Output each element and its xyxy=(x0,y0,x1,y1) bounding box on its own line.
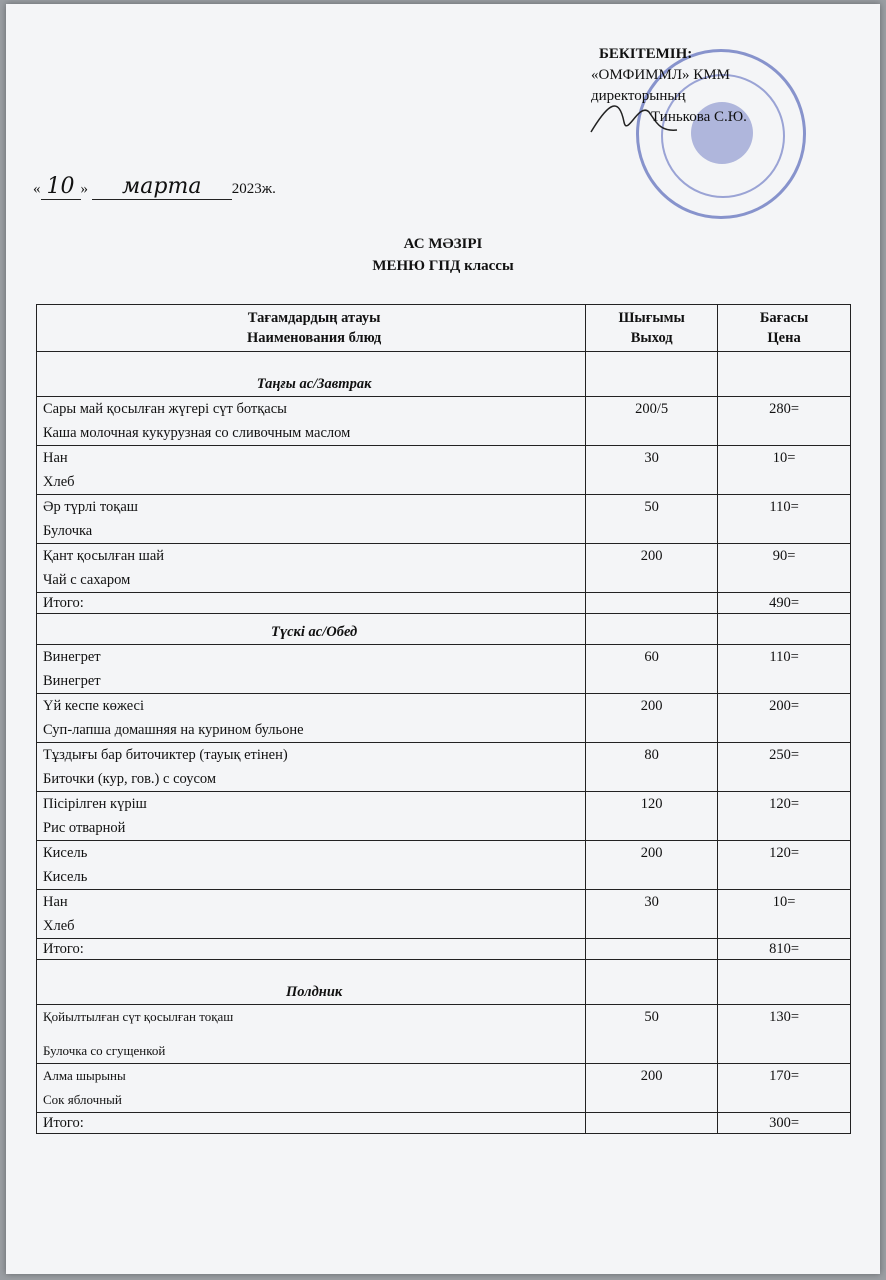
section-row xyxy=(37,960,851,1005)
dish-name-kz: Винегрет xyxy=(43,649,101,665)
section-title: Таңғы ас/Завтрак xyxy=(37,352,586,397)
table-row xyxy=(37,544,851,593)
date-open-quote: « xyxy=(33,181,41,197)
header-yield-kz: Шығымы xyxy=(618,310,685,326)
date-close-quote: » xyxy=(80,181,88,197)
total-value: 300= xyxy=(718,1113,851,1134)
section-title: Полдник xyxy=(37,960,586,1005)
dish-name-kz: Үй кеспе көжесі xyxy=(43,698,144,714)
section-row xyxy=(37,352,851,397)
total-row xyxy=(37,1113,851,1134)
date-month: марта xyxy=(92,174,232,200)
total-value: 810= xyxy=(718,939,851,960)
price-cell: 200= xyxy=(718,694,851,743)
approval-block xyxy=(591,44,747,128)
total-row xyxy=(37,593,851,614)
price-cell: 10= xyxy=(718,890,851,939)
dish-cell xyxy=(37,694,586,743)
dish-cell xyxy=(37,841,586,890)
approval-org: «ОМФИММЛ» КММ xyxy=(591,67,730,83)
section-title: Түскі ас/Обед xyxy=(37,614,586,645)
price-cell: 130= xyxy=(718,1005,851,1064)
price-cell: 170= xyxy=(718,1064,851,1113)
approval-position: директорының xyxy=(591,88,686,104)
dish-name-ru: Рис отварной xyxy=(43,820,126,836)
total-yield-cell xyxy=(586,1113,718,1134)
section-price-cell xyxy=(718,960,851,1005)
dish-cell xyxy=(37,446,586,495)
dish-name-ru: Булочка со сгущенкой xyxy=(43,1043,166,1058)
total-label: Итого: xyxy=(37,593,586,614)
header-name-ru: Наименования блюд xyxy=(246,330,382,346)
section-price-cell xyxy=(718,614,851,645)
yield-cell: 200/5 xyxy=(586,397,718,446)
header-yield-ru: Выход xyxy=(630,330,673,346)
dish-name-kz: Нан xyxy=(43,450,68,466)
yield-cell: 120 xyxy=(586,792,718,841)
yield-cell: 200 xyxy=(586,841,718,890)
price-cell: 110= xyxy=(718,495,851,544)
total-yield-cell xyxy=(586,939,718,960)
yield-cell: 50 xyxy=(586,495,718,544)
dish-name-ru: Кисель xyxy=(43,869,88,885)
yield-cell: 200 xyxy=(586,694,718,743)
dish-name-kz: Алма шырыны xyxy=(43,1068,126,1083)
dish-name-ru: Суп-лапша домашняя на курином бульоне xyxy=(43,722,304,738)
yield-cell: 50 xyxy=(586,1005,718,1064)
dish-name-ru: Чай с сахаром xyxy=(43,572,131,588)
header-yield xyxy=(586,305,718,352)
table-row xyxy=(37,743,851,792)
table-row xyxy=(37,841,851,890)
dish-name-ru: Сок яблочный xyxy=(43,1092,122,1107)
price-cell: 120= xyxy=(718,792,851,841)
header-name-kz: Тағамдардың атауы xyxy=(247,310,381,326)
dish-cell xyxy=(37,645,586,694)
dish-name-kz: Нан xyxy=(43,894,68,910)
table-row xyxy=(37,792,851,841)
table-row xyxy=(37,890,851,939)
yield-cell: 200 xyxy=(586,544,718,593)
dish-name-ru: Хлеб xyxy=(43,474,75,490)
dish-name-ru: Булочка xyxy=(43,523,93,539)
yield-cell: 80 xyxy=(586,743,718,792)
table-row xyxy=(37,694,851,743)
header-price-ru: Цена xyxy=(767,330,801,346)
section-row xyxy=(37,614,851,645)
yield-cell: 30 xyxy=(586,446,718,495)
date-day: 10 xyxy=(41,174,81,200)
page-title: АС МӘЗІРІ xyxy=(403,236,483,252)
date-year: 2023ж. xyxy=(231,181,276,197)
dish-cell xyxy=(37,890,586,939)
date-line xyxy=(33,174,276,200)
dish-name-ru: Биточки (кур, гов.) с соусом xyxy=(43,771,217,787)
dish-cell xyxy=(37,1064,586,1113)
dish-cell xyxy=(37,397,586,446)
dish-cell xyxy=(37,792,586,841)
dish-name-ru: Каша молочная кукурузная со сливочным маслом xyxy=(43,425,351,441)
dish-cell xyxy=(37,1005,586,1064)
table-row xyxy=(37,645,851,694)
dish-name-kz: Қант қосылған шай xyxy=(43,548,165,564)
dish-cell xyxy=(37,544,586,593)
menu-table xyxy=(36,304,851,1134)
yield-cell: 200 xyxy=(586,1064,718,1113)
section-yield-cell xyxy=(586,614,718,645)
table-row xyxy=(37,1064,851,1113)
dish-name-kz: Сары май қосылған жүгері сүт ботқасы xyxy=(43,401,287,417)
total-label: Итого: xyxy=(37,1113,586,1134)
header-name xyxy=(37,305,586,352)
yield-cell: 60 xyxy=(586,645,718,694)
yield-cell: 30 xyxy=(586,890,718,939)
approval-signer: Тинькова С.Ю. xyxy=(651,109,747,125)
table-row xyxy=(37,495,851,544)
dish-name-kz: Тұздығы бар биточиктер (тауық етінен) xyxy=(43,747,288,763)
header-price-kz: Бағасы xyxy=(759,310,809,326)
table-row xyxy=(37,397,851,446)
price-cell: 250= xyxy=(718,743,851,792)
dish-name-kz: Кисель xyxy=(43,845,88,861)
total-yield-cell xyxy=(586,593,718,614)
dish-name-kz: Пісірілген күріш xyxy=(43,796,147,812)
page-subtitle: МЕНЮ ГПД классы xyxy=(372,258,514,274)
dish-name-ru: Винегрет xyxy=(43,673,101,689)
dish-cell xyxy=(37,743,586,792)
menu-body xyxy=(37,352,851,1134)
dish-name-kz: Қойылтылған сүт қосылған тоқаш xyxy=(43,1009,234,1024)
dish-name-ru: Хлеб xyxy=(43,918,75,934)
price-cell: 10= xyxy=(718,446,851,495)
section-yield-cell xyxy=(586,352,718,397)
table-row xyxy=(37,446,851,495)
menu-sheet xyxy=(6,4,880,1274)
price-cell: 280= xyxy=(718,397,851,446)
approval-heading: БЕКІТЕМІН: xyxy=(599,46,693,62)
total-value: 490= xyxy=(718,593,851,614)
price-cell: 90= xyxy=(718,544,851,593)
total-label: Итого: xyxy=(37,939,586,960)
dish-name-kz: Әр түрлі тоқаш xyxy=(43,499,138,515)
table-header-row xyxy=(37,305,851,352)
price-cell: 120= xyxy=(718,841,851,890)
total-row xyxy=(37,939,851,960)
header-price xyxy=(718,305,851,352)
section-price-cell xyxy=(718,352,851,397)
dish-cell xyxy=(37,495,586,544)
section-yield-cell xyxy=(586,960,718,1005)
table-row xyxy=(37,1005,851,1064)
price-cell: 110= xyxy=(718,645,851,694)
